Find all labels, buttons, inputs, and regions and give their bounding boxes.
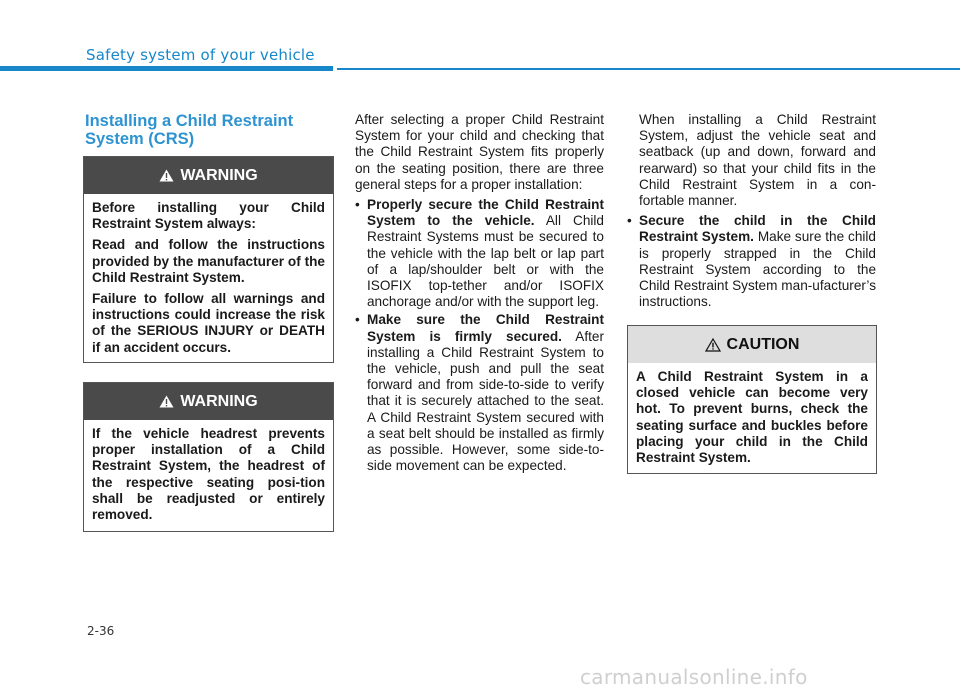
middle-column: [355, 112, 604, 476]
warning-box-2: [83, 382, 334, 532]
warning-label: WARNING: [180, 392, 258, 410]
step-list: [355, 197, 604, 474]
header-title: Safety system of your vehicle: [86, 46, 315, 64]
warning-text: Before installing your Child Restraint System always:: [92, 200, 325, 232]
header-rule-thin: [337, 68, 960, 70]
right-column: [627, 112, 876, 312]
section-title: Installing a Child Restraint System (CRS): [85, 112, 294, 148]
caution-label: CAUTION: [726, 335, 800, 353]
warning-label: WARNING: [180, 166, 258, 184]
warning-text: Failure to follow all warnings and instructions could increase the risk of the SERIOUS INJURY or DEATH if an accident occurs.: [92, 291, 325, 355]
watermark: carmanualsonline.info: [580, 665, 808, 689]
list-item: [355, 312, 604, 474]
caution-box: [627, 325, 877, 474]
bullet-icon: •: [355, 312, 360, 328]
caution-triangle-icon: [705, 338, 721, 352]
intro-paragraph: When installing a Child Restraint System, adjust the vehicle seat and seatback (up and down, forward and rearward) so that your child fits in the Child Restraint System in a con-fortable manner.: [639, 112, 876, 209]
page-number: 2-36: [87, 624, 115, 638]
caution-text: A Child Restraint System in a closed vehicle can become very hot. To prevent burns, check the seating surface and buckles before placing your child in the Child Restraint System.: [636, 369, 868, 466]
warning-text: If the vehicle headrest prevents proper installation of a Child Restraint System, the headrest of the respective seating posi-tion shall be readjusted or entirely removed.: [92, 426, 325, 523]
warning-triangle-icon: [159, 169, 174, 182]
warning-triangle-icon: [159, 395, 174, 408]
warning-header: [84, 157, 333, 194]
step-list: [627, 213, 876, 310]
step-lead: Make sure the Child Restraint System is firmly secured.: [367, 312, 604, 344]
list-item: [355, 197, 604, 310]
step-lead: Secure the child in the Child Restraint System.: [639, 213, 876, 245]
bullet-icon: •: [627, 213, 632, 229]
warning-header: [84, 383, 333, 420]
step-text: Make sure the child is properly strapped in the Child Restraint System according to the Child Restraint System man-ufacturer’s instructions.: [639, 229, 876, 310]
bullet-icon: •: [355, 197, 360, 213]
caution-header: [628, 326, 876, 363]
intro-paragraph: After selecting a proper Child Restraint System for your child and checking that the Child Restraint System fits properly on the seating position, there are three general steps for a proper installation:: [355, 112, 604, 192]
warning-text: Read and follow the instructions provided by the manufacturer of the Child Restraint System.: [92, 237, 325, 285]
step-text: All Child Restraint Systems must be secured to the vehicle with the lap belt or lap part of a lap/shoulder belt or with the ISOFIX top-tether and/or ISOFIX anchorage and/or with the support leg.: [367, 213, 604, 310]
step-lead: Properly secure the Child Restraint System to the vehicle.: [367, 197, 604, 229]
list-item: [627, 213, 876, 310]
warning-box-1: [83, 156, 334, 363]
header-rule-thick: [0, 66, 333, 71]
step-text: After installing a Child Restraint System to the vehicle, push and pull the seat forward and from side-to-side to verify that it is securely attached to the seat. A Child Restraint System secured with a seat belt should be installed as firmly as possible. However, some side-to-side movement can be expected.: [367, 328, 604, 474]
